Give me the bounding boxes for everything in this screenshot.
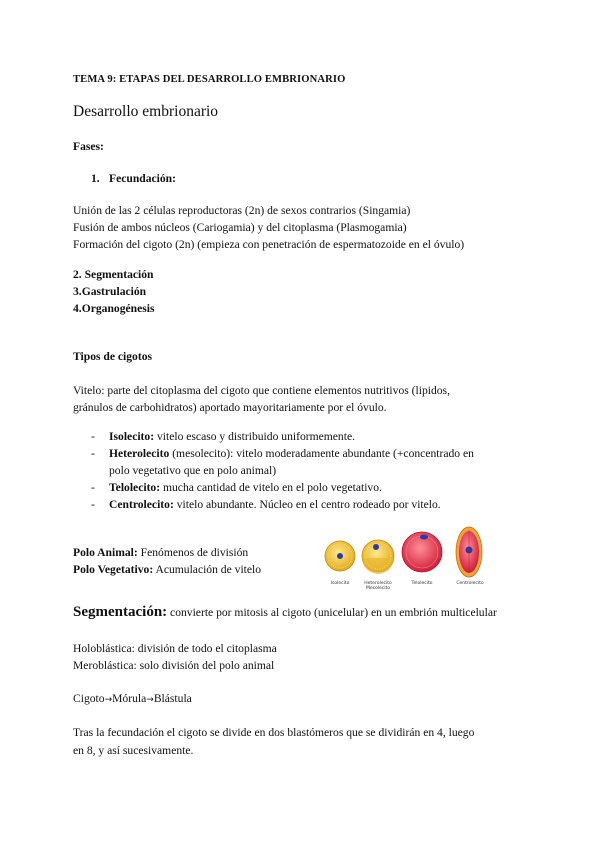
segmentation-types bbox=[73, 640, 277, 674]
definition-continued: polo vegetativo que en polo animal) bbox=[109, 464, 277, 477]
cell-caption: Telolecito bbox=[411, 581, 433, 586]
definition: convierte por mitosis al cigoto (unicelular) en un embrión multicelular bbox=[167, 606, 497, 619]
heterolecito-cell bbox=[362, 540, 394, 574]
bullet-dash: - bbox=[91, 447, 95, 460]
phase-list bbox=[73, 266, 154, 317]
definition: vitelo abundante. Núcleo en el centro rodeado por vitelo. bbox=[173, 498, 441, 511]
fecundacion-description bbox=[73, 202, 464, 253]
vitelo-definition bbox=[73, 382, 450, 416]
polo-line bbox=[73, 544, 261, 561]
final-paragraph bbox=[73, 724, 474, 760]
definition: Fenómenos de división bbox=[137, 546, 249, 559]
list-item bbox=[91, 445, 474, 479]
list-item bbox=[91, 428, 474, 445]
phase-item: 2. Segmentación bbox=[73, 268, 154, 281]
term: Polo Vegetativo: bbox=[73, 563, 154, 576]
text-line: Holoblástica: división de todo el citoplasma bbox=[73, 642, 277, 655]
term: Telolecito: bbox=[109, 481, 161, 494]
text-line: Fusión de ambos núcleos (Cariogamia) y del citoplasma (Plasmogamia) bbox=[73, 221, 407, 234]
bullet-dash: - bbox=[91, 430, 95, 443]
zygote-types-list bbox=[91, 428, 474, 513]
phase-item: 3.Gastrulación bbox=[73, 285, 147, 298]
zygote-diagram bbox=[318, 526, 498, 582]
list-number: 1. bbox=[91, 172, 100, 185]
text-line: Unión de las 2 células reproductoras (2n) de sexos contrarios (Singamia) bbox=[73, 204, 411, 217]
text-line: en 8, y así sucesivamente. bbox=[73, 744, 194, 757]
document-title: TEMA 9: ETAPAS DEL DESARROLLO EMBRIONARIO bbox=[73, 74, 346, 85]
term: Isolecito: bbox=[109, 430, 155, 443]
telolecito-cell bbox=[402, 532, 442, 572]
cell-caption: Centrolecito bbox=[456, 581, 484, 586]
bullet-dash: - bbox=[91, 498, 95, 511]
stage: Cigoto bbox=[73, 692, 105, 705]
definition: (mesolecito): vitelo moderadamente abundante (+concentrado en bbox=[169, 447, 474, 460]
term: Centrolecito: bbox=[109, 498, 174, 511]
list-item bbox=[91, 496, 474, 513]
cell-caption: Heterolecito Mesolecito bbox=[364, 581, 392, 591]
text-line: Formación del cigoto (2n) (empieza con penetración de espermatozoide en el óvulo) bbox=[73, 238, 465, 251]
term: Polo Animal: bbox=[73, 546, 138, 559]
cell-caption: Isolecito bbox=[330, 581, 350, 586]
definition: Acumulación de vitelo bbox=[153, 563, 262, 576]
term: Segmentación: bbox=[73, 604, 168, 620]
phase-item: 4.Organogénesis bbox=[73, 302, 155, 315]
polos-block bbox=[73, 544, 261, 578]
arrow-right-icon: → bbox=[104, 695, 113, 705]
zygote-types-illustration bbox=[318, 526, 498, 591]
polo-line bbox=[73, 561, 261, 578]
text-line: Meroblástica: solo división del polo animal bbox=[73, 659, 275, 672]
isolecito-cell bbox=[325, 541, 355, 571]
list-item bbox=[91, 479, 474, 496]
arrow-right-icon: → bbox=[146, 695, 154, 705]
development-sequence bbox=[73, 690, 192, 709]
text-line: Vitelo: parte del citoplasma del cigoto que contiene elementos nutritivos (lipidos, bbox=[73, 384, 450, 397]
definition: mucha cantidad de vitelo en el polo vegetativo. bbox=[160, 481, 382, 494]
segmentacion-heading bbox=[73, 604, 497, 621]
term: Heterolecito bbox=[109, 447, 170, 460]
text-line: gránulos de carbohidratos) aportado mayoritariamente por el óvulo. bbox=[73, 401, 387, 414]
fases-label: Fases: bbox=[73, 140, 104, 153]
stage: Mórula bbox=[112, 692, 147, 705]
bullet-dash: - bbox=[91, 481, 95, 494]
tipos-heading: Tipos de cigotos bbox=[73, 350, 153, 363]
fecundacion-label: Fecundación: bbox=[109, 172, 176, 185]
stage: Blástula bbox=[153, 692, 192, 705]
section-heading: Desarrollo embrionario bbox=[73, 103, 219, 120]
definition: vitelo escaso y distribuido uniformemente. bbox=[154, 430, 355, 443]
text-line: Tras la fecundación el cigoto se divide en dos blastómeros que se dividirán en 4, luego bbox=[73, 726, 475, 739]
fecundacion-item bbox=[91, 170, 176, 187]
centrolecito-cell bbox=[456, 527, 482, 577]
